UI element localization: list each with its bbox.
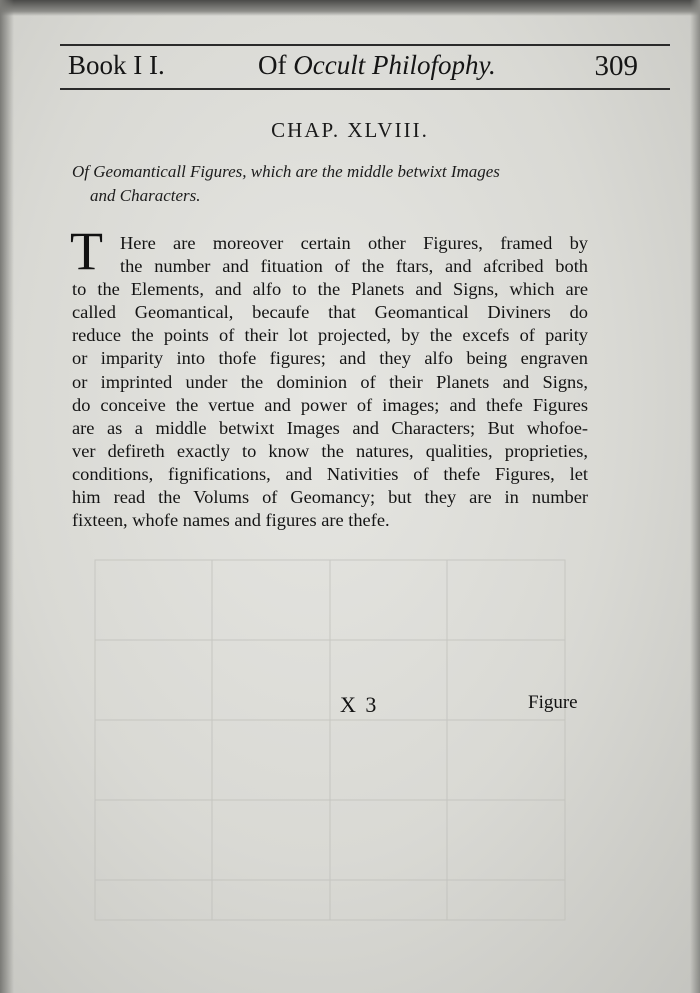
body-line: called Geomantical, becaufe that Geomantical Diviners do <box>72 302 588 323</box>
header-rule-top <box>60 44 670 46</box>
page-number: 309 <box>594 50 638 82</box>
subtitle-line-2: and Characters. <box>90 186 201 205</box>
running-title <box>258 50 496 81</box>
body-line: ver defireth exactly to know the natures, qualities, proprieties, <box>72 440 588 461</box>
body-line: to the Elements, and alfo to the Planets and Signs, which are <box>72 279 588 300</box>
body-line: do conceive the vertue and power of images; and thefe Figures <box>72 394 588 415</box>
body-paragraph <box>72 232 588 532</box>
chapter-subtitle <box>72 160 612 208</box>
catchword: Figure <box>528 692 578 713</box>
running-head <box>68 50 668 86</box>
body-line: are as a middle betwixt Images and Characters; But whofoe- <box>72 417 588 438</box>
running-title-prefix: Of <box>258 50 287 80</box>
drop-cap: T <box>70 221 103 281</box>
header-rule-bottom <box>60 88 670 90</box>
body-line: or imparity into thofe figures; and they alfo being engraven <box>72 348 588 369</box>
subtitle-line-1: Of Geomanticall Figures, which are the middle betwixt Images <box>72 162 500 181</box>
body-line: or imprinted under the dominion of their Planets and Signs, <box>72 371 588 392</box>
body-line: fixteen, whofe names and figures are thefe. <box>72 510 390 531</box>
running-title-italic: Occult Philofophy. <box>293 50 496 80</box>
chapter-heading: CHAP. XLVIII. <box>271 118 429 142</box>
signature-mark: X 3 <box>340 692 379 717</box>
body-line: Here are moreover certain other Figures, framed by <box>120 233 588 253</box>
book-number: Book I I. <box>68 50 165 80</box>
body-line: him read the Volums of Geomancy; but they are in number <box>72 487 588 508</box>
body-line: reduce the points of their lot projected, by the excefs of parity <box>72 325 588 346</box>
body-line: conditions, fignifications, and Nativities of thefe Figures, let <box>72 463 588 484</box>
body-line: the number and fituation of the ftars, and afcribed both <box>120 256 588 277</box>
